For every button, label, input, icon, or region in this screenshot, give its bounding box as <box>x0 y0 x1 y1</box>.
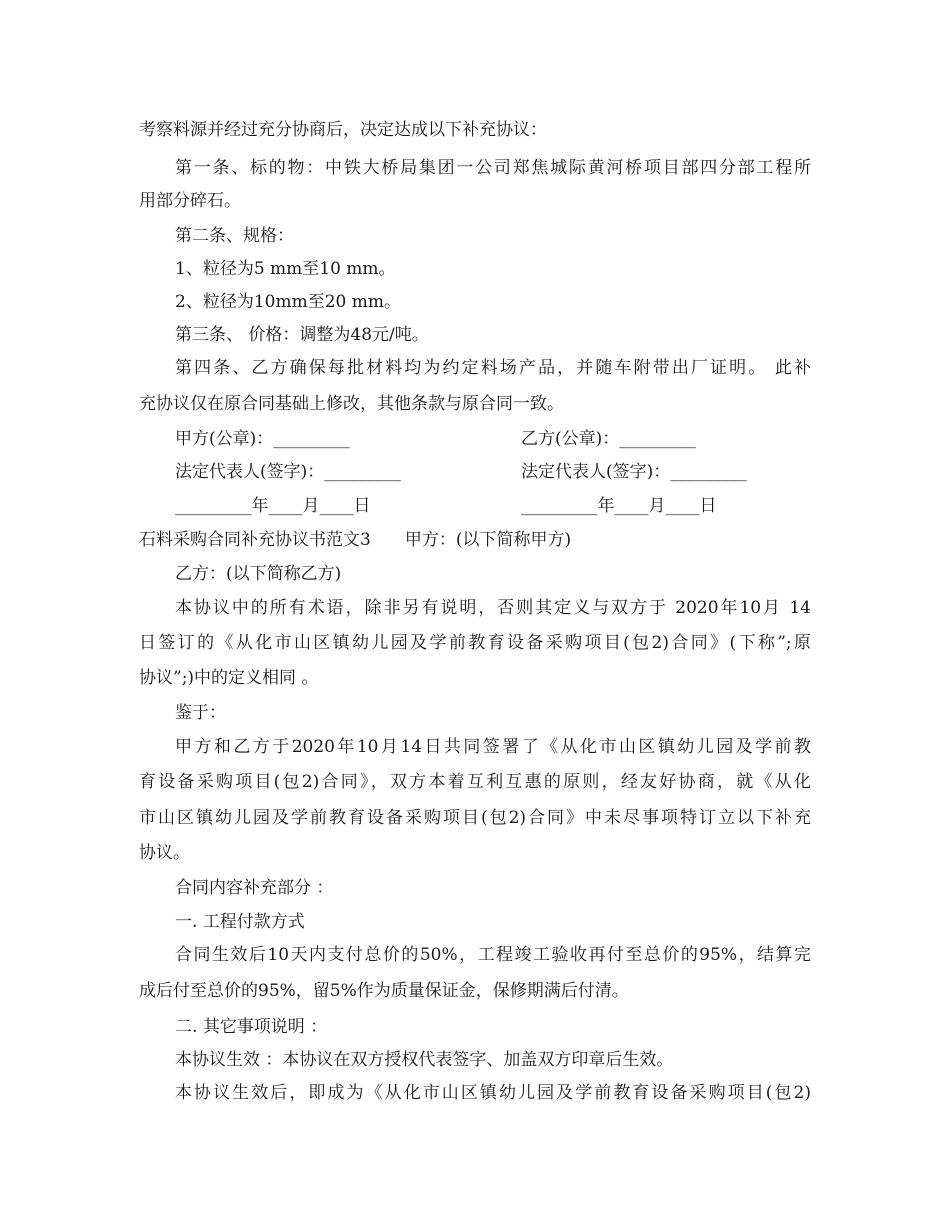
text-line: 合同生效后10天内支付总价的50%，工程竣工验收再付至总价的95%，结算完 <box>175 945 811 965</box>
text-line: 协议。 <box>139 843 190 863</box>
text-line: 本协议生效 ：本协议在双方授权代表签字、加盖双方印章后生效。 <box>175 1050 674 1070</box>
party-b-seal: 乙方(公章)：_________ <box>521 429 696 449</box>
text-line: 日签订的《从化市山区镇幼儿园及学前教育设备采购项目(包2)合同》(下称”;原 <box>139 633 811 653</box>
text-line: 二. 其它事项说明 ： <box>175 1017 328 1037</box>
text-line: 充协议仅在原合同基础上修改，其他条款与原合同一致。 <box>139 394 564 414</box>
party-a-seal: 甲方(公章)：_________ <box>175 429 350 449</box>
party-a-representative: 法定代表人(签字)：_________ <box>175 462 401 482</box>
text-line: 乙方：(以下简称乙方) <box>175 564 342 584</box>
text-line: 石料采购合同补充协议书范文3 甲方：(以下简称甲方) <box>139 530 572 550</box>
text-line: 成后付至总价的95%，留5%作为质量保证金，保修期满后付清。 <box>139 981 629 1001</box>
text-line: 第二条、规格： <box>175 226 294 246</box>
party-b-date: _________年____月____日 <box>521 496 717 516</box>
party-a-date: _________年____月____日 <box>175 496 371 516</box>
text-line: 市山区镇幼儿园及学前教育设备采购项目(包2)合同》中未尽事项特订立以下补充 <box>139 808 811 828</box>
text-line: 第一条、标的物：中铁大桥局集团一公司郑焦城际黄河桥项目部四分部工程所 <box>175 158 811 178</box>
text-line: 本协议生效后，即成为《从化市山区镇幼儿园及学前教育设备采购项目(包2) <box>175 1083 811 1103</box>
party-b-representative: 法定代表人(签字)：_________ <box>521 462 747 482</box>
text-line: 2、粒径为10mm至20 mm。 <box>175 292 401 312</box>
text-line: 合同内容补充部分 ： <box>175 878 334 898</box>
text-line: 本协议中的所有术语，除非另有说明，否则其定义与双方于 2020年10月 14 <box>175 598 811 618</box>
text-line: 第四条、乙方确保每批材料均为约定料场产品，并随车附带出厂证明。 此补 <box>175 358 811 378</box>
text-line: 协议”;)中的定义相同 。 <box>139 668 319 688</box>
text-line: 鉴于： <box>175 703 226 723</box>
text-line: 第三条、 价格：调整为48元/吨。 <box>175 325 429 345</box>
text-line: 考察料源并经过充分协商后，决定达成以下补充协议： <box>139 120 547 140</box>
text-line: 用部分碎石。 <box>139 191 241 211</box>
text-line: 育设备采购项目(包2)合同》，双方本着互利互惠的原则，经友好协商，就《从化 <box>139 772 811 792</box>
text-line: 1、粒径为5 mm至10 mm。 <box>175 259 396 279</box>
text-line: 一. 工程付款方式 <box>175 912 305 932</box>
text-line: 甲方和乙方于2020年10月14日共同签署了《从化市山区镇幼儿园及学前教 <box>175 737 811 757</box>
